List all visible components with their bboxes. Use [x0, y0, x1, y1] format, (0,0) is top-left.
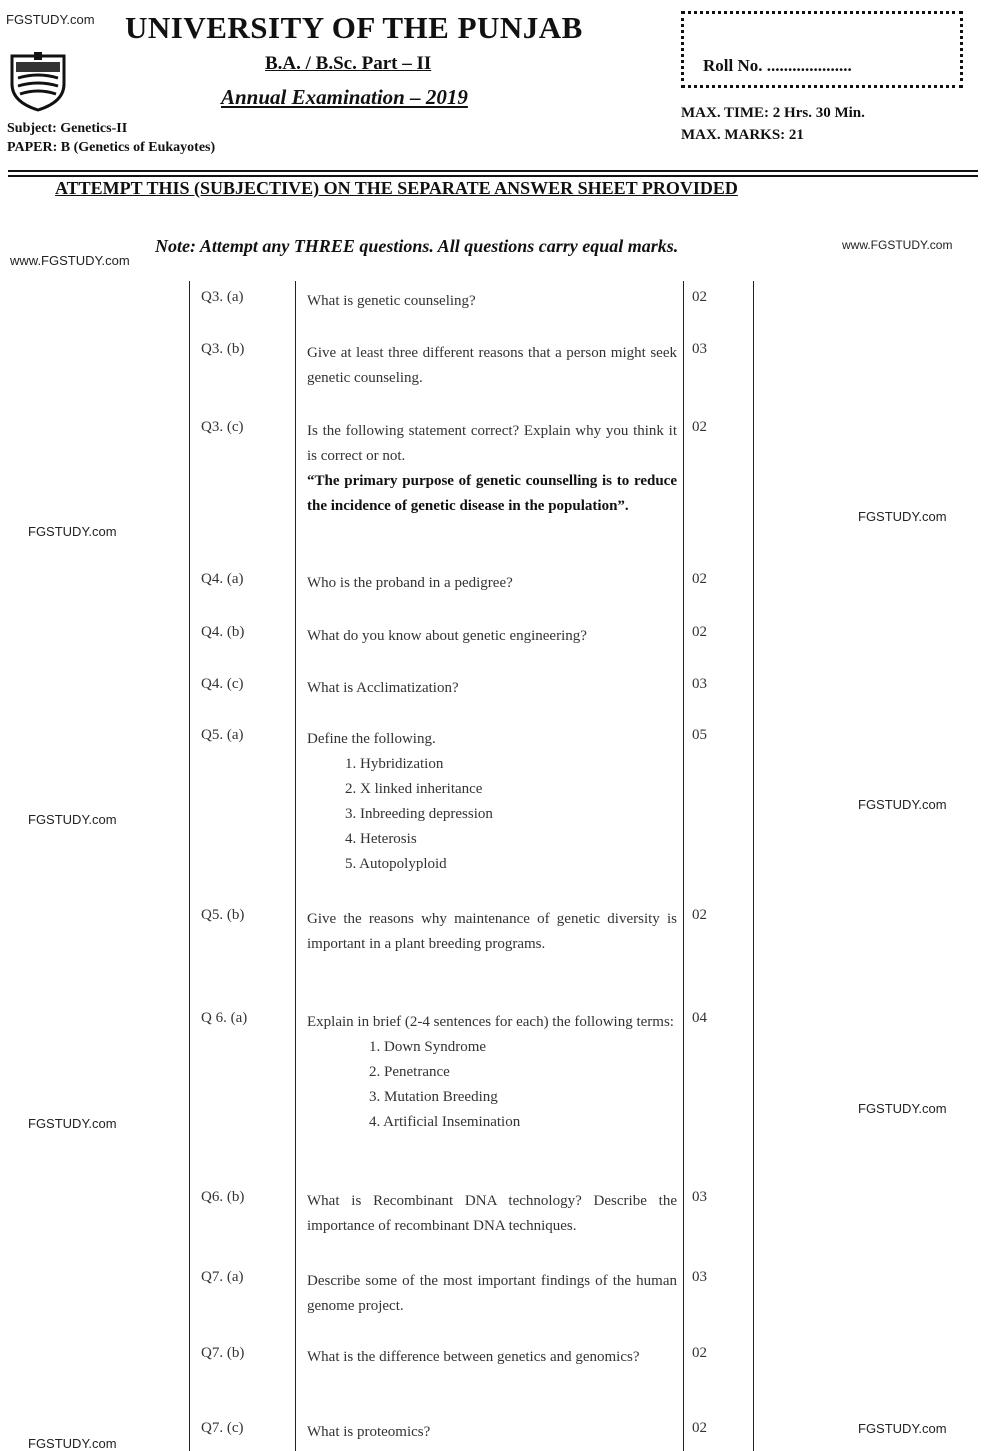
- list-item: 2. X linked inheritance: [345, 781, 483, 797]
- roll-number-label: Roll No. ....................: [703, 56, 852, 75]
- list-item: 4. Heterosis: [345, 831, 417, 847]
- list-item: 3. Inbreeding depression: [345, 806, 493, 822]
- question-number: Q7. (a): [201, 1269, 244, 1285]
- watermark-side: FGSTUDY.com: [858, 1101, 947, 1116]
- list-item: 1. Down Syndrome: [369, 1039, 487, 1055]
- table-border-right: [753, 281, 754, 1451]
- watermark-side: FGSTUDY.com: [28, 1436, 117, 1451]
- watermark-side: FGSTUDY.com: [28, 812, 117, 827]
- watermark-www-right: www.FGSTUDY.com: [842, 238, 953, 252]
- watermark-www-left: www.FGSTUDY.com: [10, 253, 130, 268]
- table-border-left: [189, 281, 190, 1451]
- question-text: What is proteomics?: [307, 1424, 431, 1440]
- max-time: MAX. TIME: 2 Hrs. 30 Min.: [681, 105, 865, 121]
- question-marks: 02: [692, 1420, 707, 1436]
- table-divider: [295, 281, 296, 1451]
- instruction-heading: ATTEMPT THIS (SUBJECTIVE) ON THE SEPARATE ANSWER SHEET PROVIDED: [55, 178, 738, 198]
- roll-number-box: [681, 11, 963, 88]
- program-title: B.A. / B.Sc. Part – II: [265, 53, 432, 74]
- question-number: Q4. (b): [201, 624, 245, 640]
- watermark-side: FGSTUDY.com: [858, 797, 947, 812]
- list-item: 2. Penetrance: [369, 1064, 450, 1080]
- question-text: Give at least three different reasons that a person might seek genetic counseling.: [307, 345, 677, 386]
- question-number: Q3. (a): [201, 289, 244, 305]
- exam-title: Annual Examination – 2019: [221, 85, 468, 109]
- question-number: Q3. (c): [201, 419, 244, 435]
- header-divider: [8, 175, 978, 177]
- question-marks: 03: [692, 676, 707, 692]
- question-number: Q7. (b): [201, 1345, 245, 1361]
- paper-label: PAPER: B (Genetics of Eukayotes): [7, 140, 216, 155]
- question-marks: 02: [692, 289, 707, 305]
- question-text: What do you know about genetic engineering?: [307, 628, 587, 644]
- question-text: Give the reasons why maintenance of genetic diversity is important in a plant breeding programs.: [307, 911, 677, 952]
- question-marks: 05: [692, 727, 707, 743]
- question-number: Q 6. (a): [201, 1010, 248, 1026]
- list-item: 5. Autopolyploid: [345, 856, 447, 872]
- max-marks: MAX. MARKS: 21: [681, 127, 804, 143]
- question-marks: 03: [692, 1189, 707, 1205]
- list-item: 4. Artificial Insemination: [369, 1114, 521, 1130]
- question-marks: 02: [692, 571, 707, 587]
- question-number: Q7. (c): [201, 1420, 244, 1436]
- university-title: UNIVERSITY OF THE PUNJAB: [125, 10, 583, 45]
- question-marks: 02: [692, 907, 707, 923]
- question-number: Q5. (a): [201, 727, 244, 743]
- question-number: Q6. (b): [201, 1189, 245, 1205]
- question-marks: 03: [692, 341, 707, 357]
- question-text: What is the difference between genetics and genomics?: [307, 1349, 640, 1365]
- question-marks: 02: [692, 624, 707, 640]
- note-line: Note: Attempt any THREE questions. All questions carry equal marks.: [155, 236, 679, 256]
- question-marks: 03: [692, 1269, 707, 1285]
- subject-label: Subject: Genetics-II: [7, 121, 128, 136]
- question-marks: 04: [692, 1010, 707, 1026]
- question-text: [307, 727, 677, 877]
- question-text: [307, 419, 677, 519]
- question-text: [307, 1010, 677, 1135]
- header-divider: [8, 170, 978, 172]
- watermark-side: FGSTUDY.com: [858, 1421, 947, 1436]
- university-crest-icon: [8, 50, 68, 112]
- question-text: Who is the proband in a pedigree?: [307, 575, 513, 591]
- question-marks: 02: [692, 419, 707, 435]
- watermark-side: FGSTUDY.com: [858, 509, 947, 524]
- question-text: Describe some of the most important findings of the human genome project.: [307, 1273, 677, 1314]
- table-divider: [683, 281, 684, 1451]
- question-text: What is genetic counseling?: [307, 293, 476, 309]
- list-item: 3. Mutation Breeding: [369, 1089, 498, 1105]
- watermark-top-left: FGSTUDY.com: [6, 12, 95, 27]
- question-text: What is Acclimatization?: [307, 680, 459, 696]
- question-table: [189, 281, 754, 1451]
- question-number: Q4. (c): [201, 676, 244, 692]
- question-text: What is Recombinant DNA technology? Describe the importance of recombinant DNA techniques.: [307, 1193, 677, 1234]
- question-number: Q3. (b): [201, 341, 245, 357]
- question-text-main: Explain in brief (2-4 sentences for each) the following terms:: [307, 1014, 674, 1030]
- watermark-side: FGSTUDY.com: [28, 1116, 117, 1131]
- question-number: Q5. (b): [201, 907, 245, 923]
- question-number: Q4. (a): [201, 571, 244, 587]
- question-text-main: Is the following statement correct? Explain why you think it is correct or not.: [307, 423, 677, 464]
- question-marks: 02: [692, 1345, 707, 1361]
- watermark-side: FGSTUDY.com: [28, 524, 117, 539]
- question-quote: “The primary purpose of genetic counselling is to reduce the incidence of genetic disease in the population”.: [307, 473, 677, 514]
- list-item: 1. Hybridization: [345, 756, 444, 772]
- question-text-main: Define the following.: [307, 731, 436, 747]
